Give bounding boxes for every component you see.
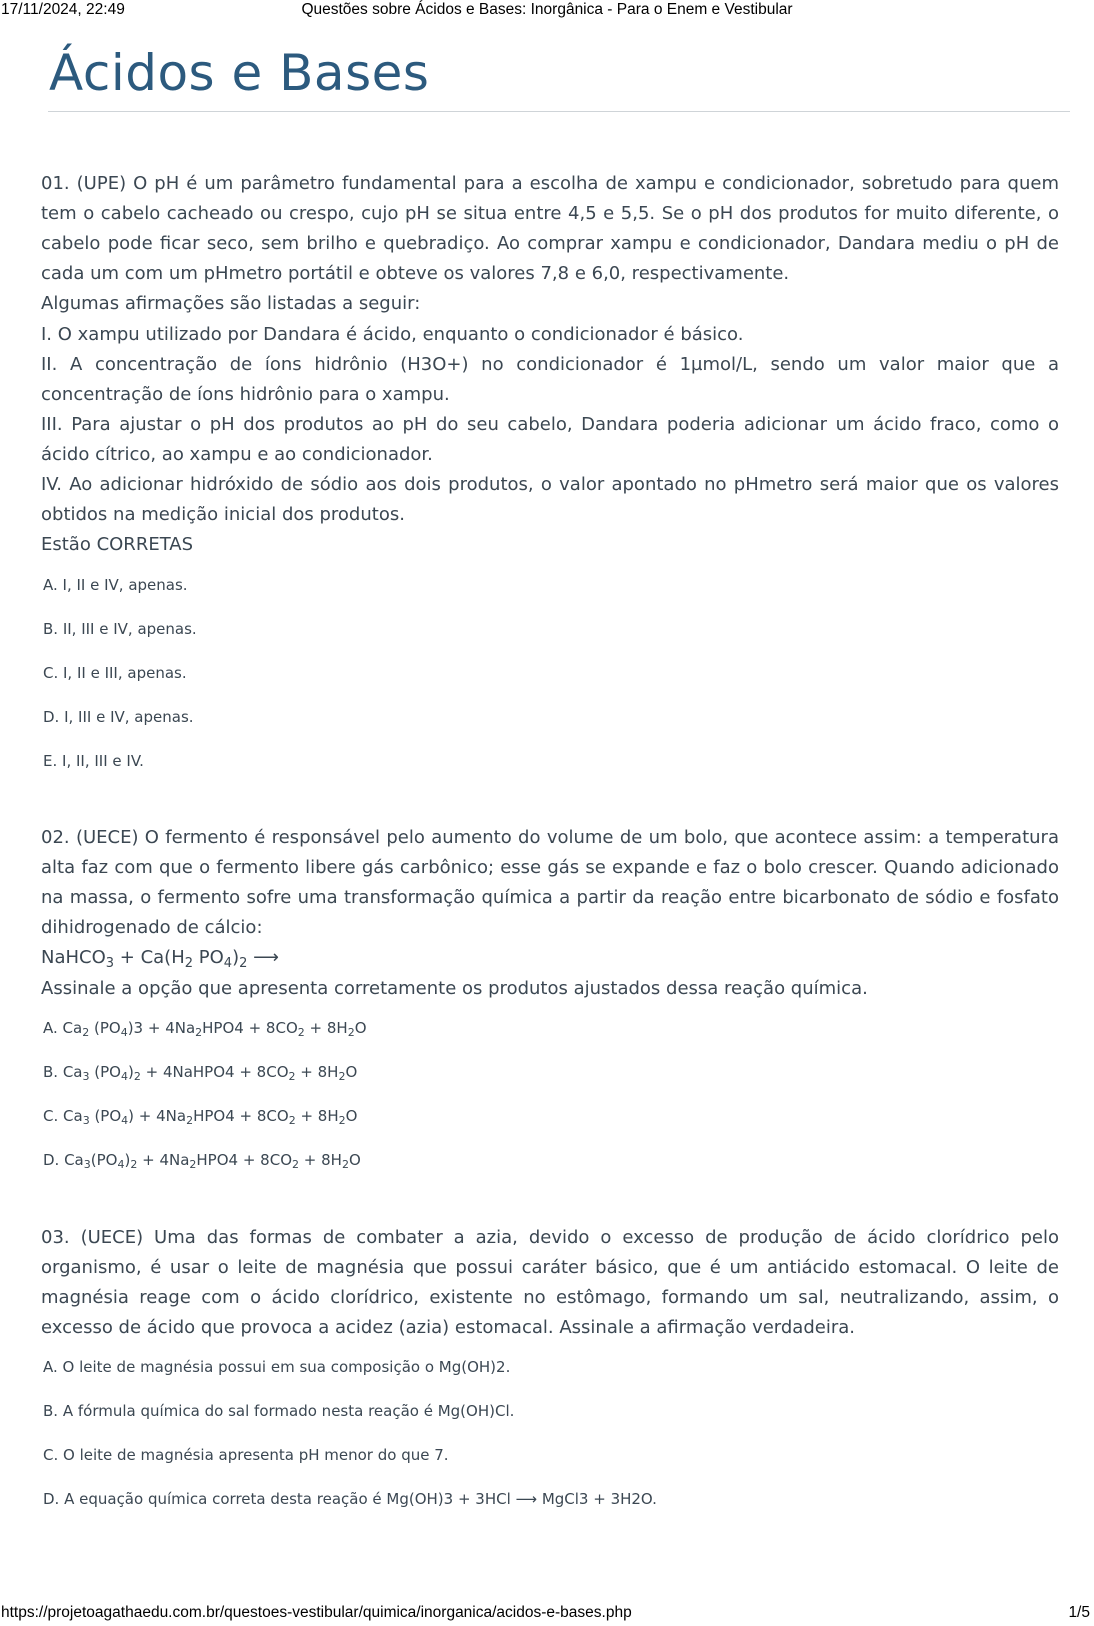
answer-options: [41, 1352, 1059, 1528]
answer-option[interactable]: B. II, III e IV, apenas.: [43, 619, 197, 638]
answer-option[interactable]: C. O leite de magnésia apresenta pH menor do que 7.: [43, 1446, 449, 1464]
title-divider: [48, 111, 1070, 112]
question-text-line: III. Para ajustar o pH dos produtos ao pH do seu cabelo, Dandara poderia adicionar um ácido fraco, como o ácido cítrico, ao xampu e ao condicionador.: [41, 414, 1059, 465]
question-02: [41, 823, 1059, 1189]
question-text-line: IV. Ao adicionar hidróxido de sódio aos dois produtos, o valor apontado no pHmetro será maior que os valores obtidos na medição inicial dos produtos.: [41, 474, 1059, 525]
print-footer: [0, 1604, 1094, 1624]
question-text-line: Algumas afirmações são listadas a seguir:: [41, 293, 421, 314]
answer-options: [41, 570, 1059, 790]
answer-option[interactable]: C. $Ca_3$ $(PO_4) + 4Na_2HPO4 + 8CO_2 + 8H_2O$: [43, 1107, 358, 1127]
answer-option[interactable]: A. O leite de magnésia possui em sua composição o Mg(OH)2.: [43, 1358, 511, 1376]
answer-option[interactable]: B. A fórmula química do sal formado nesta reação é Mg(OH)Cl.: [43, 1402, 515, 1420]
print-page-number: 1/5: [1068, 1604, 1090, 1621]
question-01: [41, 169, 1059, 790]
print-datetime: 17/11/2024, 22:49: [1, 1, 125, 18]
reaction-formula: NaHCO$_3$ + $Ca(H_2$ $PO_4)_2$ ⟶: [41, 947, 279, 971]
answer-option[interactable]: D. A equação química correta desta reação é Mg(OH)3 + 3HCl ⟶ MgCl3 + 3H2O.: [43, 1490, 657, 1508]
answer-options: [41, 1013, 1059, 1189]
answer-option[interactable]: C. I, II e III, apenas.: [43, 663, 187, 682]
question-text-line: Assinale a opção que apresenta corretamente os produtos ajustados dessa reação química.: [41, 977, 868, 999]
question-statement: 03. (UECE) Uma das formas de combater a azia, devido o excesso de produção de ácido clorídrico pelo organismo, é usar o leite de magnésia que possui caráter básico, que é um antiácido estomacal. O leite de magnésia reage com o ácido clorídrico, existente no estômago, formando um sal, neutralizando, assim, o excesso de ácido que provoca a acidez (azia) estomacal. Assinale a afirmação verdadeira.: [41, 1227, 1059, 1338]
question-statement: 01. (UPE) O pH é um parâmetro fundamental para a escolha de xampu e condicionador, sobretudo para quem tem o cabelo cacheado ou crespo, cujo pH se situa entre 4,5 e 5,5. Se o pH dos produtos for muito diferente, o cabelo pode ficar seco, sem brilho e quebradiço. Ao comprar xampu e condicionador, Dandara mediu o pH de cada um com um pHmetro portátil e obteve os valores 7,8 e 6,0, respectivamente.: [41, 173, 1059, 284]
answer-option[interactable]: A. I, II e IV, apenas.: [43, 575, 188, 594]
answer-option[interactable]: D. I, III e IV, apenas.: [43, 707, 194, 726]
print-url: https://projetoagathaedu.com.br/questoes-vestibular/quimica/inorganica/acidos-e-bases.php: [1, 1604, 632, 1621]
question-statement: 02. (UECE) O fermento é responsável pelo aumento do volume de um bolo, que acontece assim: a temperatura alta faz com que o fermento libere gás carbônico; esse gás se expande e faz o bolo crescer. Quando adicionado na massa, o fermento sofre uma transformação química a partir da reação entre bicarbonato de sódio e fosfato dihidrogenado de cálcio:: [41, 827, 1059, 938]
answer-option[interactable]: D. $Ca_3(PO_4)_2 + 4Na_2HPO4 + 8CO_2 + 8H_2O$: [43, 1151, 361, 1171]
question-text-line: Estão CORRETAS: [41, 534, 194, 555]
question-03: [41, 1223, 1059, 1528]
answer-option[interactable]: B. $Ca_3$ $(PO_4)_2$ + 4NaHPO4 + $8CO_2 + 8H_2O$: [43, 1063, 358, 1083]
answer-option[interactable]: E. I, II, III e IV.: [43, 751, 144, 770]
question-text-line: II. A concentração de íons hidrônio (H3O+) no condicionador é 1µmol/L, sendo um valor maior que a concentração de íons hidrônio para o xampu.: [41, 354, 1059, 405]
page-title: Ácidos e Bases: [49, 44, 430, 102]
answer-option[interactable]: A. $Ca_2$ $(PO_4)3 + 4Na_2HPO4 + 8CO_2 + 8H_2O$: [43, 1019, 367, 1039]
question-text-line: I. O xampu utilizado por Dandara é ácido, enquanto o condicionador é básico.: [41, 323, 744, 345]
print-header: [0, 1, 1094, 21]
print-page-title: Questões sobre Ácidos e Bases: Inorgânica - Para o Enem e Vestibular: [301, 1, 793, 18]
